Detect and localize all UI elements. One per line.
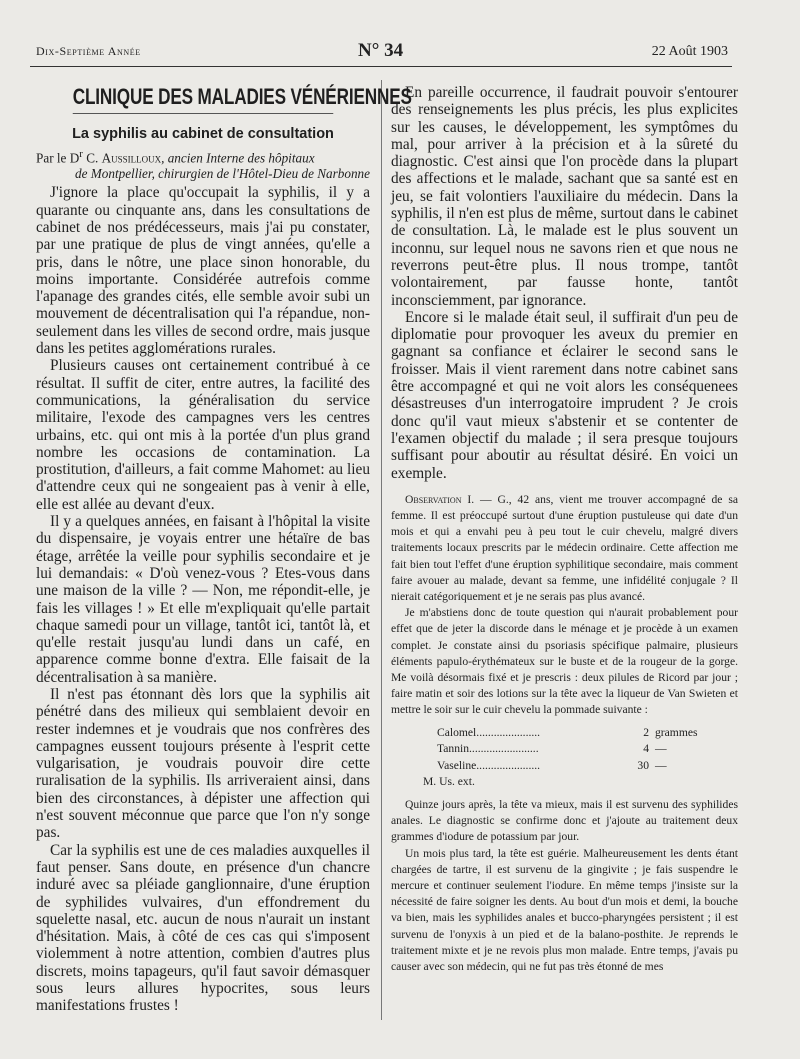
article-title: La syphilis au cabinet de consultation: [72, 126, 334, 142]
paragraph: En pareille occurrence, il faudrait pouvoir s'entourer des renseignements les plus précis, les plus explicites sur les causes, le développement, les symptômes du mal, pour arriver à la précision et à la sûreté du diagnostic. C'est ainsi que l'on procède dans la plupart des affections et le malade, sachant que sa santé est en jeu, se fait volontiers l'auxiliaire du médecin. Dans la syphilis, il n'en est plus de même, surtout dans le cabinet de consultation. Là, le malade est le plus souvent un inconnu, sur lequel nous ne savons rien et que nous ne reverrons peut-être plus. Il nous trompe, tantôt volontairement, par fausse honte, tantôt inconsciemment, par ignorance.: [391, 84, 738, 309]
prescription: [423, 725, 738, 791]
section-title: CLINIQUE DES MALADIES VÉNÉRIENNES: [73, 84, 334, 114]
ingredient: Vaseline......................: [437, 758, 541, 772]
prescription-footer: M. Us. ext.: [423, 775, 475, 789]
right-column: [391, 84, 738, 975]
paragraph: Il y a quelques années, en faisant à l'hôpital la visite du dispensaire, je voyais entrer une hétaïre de bas étage, arrêtée la veille pour syphilis secondaire et je lui demandais: « D'où venez-vous ? Etes-vous dans une maison de la ville ? — Non, me répondit-elle, je fais les villages ! » Et elle m'expliquait qu'elle partait chaque samedi pour un village, tantôt ici, tantôt là, et qu'elle restait jusqu'au lundi dans un café, en apparence comme bonne d'extra. Elle faisait de la décentralisation à sa manière.: [36, 513, 370, 686]
byline-sup: r: [79, 148, 83, 160]
header-issue-number: N° 34: [358, 40, 404, 61]
ingredient: Tannin........................: [437, 742, 539, 756]
paragraph: J'ignore la place qu'occupait la syphilis, il y a quarante ou cinquante ans, dans les consultations de cabinet de nos prédécesseurs, mais j'ai pu constater, par une pratique de plus de vingt années, qu'elle a pris, dans le nôtre, une place sinon honorable, du moins importante. Considérée autrefois comme l'apanage des grandes cités, elle semble avoir subi un mouvement de décentralisation qui l'a répandue, non-seulement dans les villes de second ordre, mais jusque dans les petites agglomérations rurales.: [36, 184, 370, 358]
observation-paragraph: Quinze jours après, la tête va mieux, mais il est survenu des syphilides anales. Le diagnostic se confirme donc et j'ajoute au traitement deux grammes d'iodure de potassium par jour.: [391, 798, 738, 844]
header-rule: [30, 66, 732, 67]
left-column: [36, 84, 412, 1015]
observation-text: — G., 42 ans, vient me trouver accompagné de sa femme. Il est préoccupé surtout d'une éruption pustuleuse qui date d'un mois et qui a envahi peu à peu tout le cuir chevelu, malgré divers traitements locaux prescrits par le médecin ordinaire. Cette affection me fait bien tout l'effet d'une éruption syphilitique secondaire, mais comment faire avouer au malade, devant sa femme, une infidélité conjugale ? Il nierait catégoriquement et je ne serais pas plus avancé.: [391, 492, 738, 604]
byline-initial: C.: [82, 150, 102, 166]
byline: [36, 146, 370, 166]
paragraph: Il n'est pas étonnant dès lors que la syphilis ait pénétré dans des milieux qui semblaient devoir en rester indemnes et je voudrais que nos confrères des campagnes eussent toujours présente à l'esprit cette vulgarisation, je voudrais pouvoir dire cette ruralisation de la syphilis. Ils arriveraient ainsi, dans bien des circonstances, à dépister une affection qui n'est souvent méconnue que parce que l'on n'y songe pas.: [36, 686, 370, 842]
paragraph: Encore si le malade était seul, il suffirait d'un peu de diplomatie pour provoquer les aveux du premier en gagnant sa confiance et éclairer le second sans le froisser. Mais il vient rarement dans notre cabinet sans être accompagné et qui ne voit alors les conséquenees désastreuses d'un interrogatoire imprudent ? Je crois donc qu'il vaut mieux s'abstenir et se contenter de l'examen objectif du malade ; il sera presque toujours suffisant pour aboutir au résultat désiré. En voici un exemple.: [391, 308, 738, 482]
header-date: 22 Août 1903: [651, 44, 728, 59]
observation-paragraph: [391, 492, 738, 605]
observation-paragraph: Un mois plus tard, la tête est guérie. Malheureusement les dents étant chargées de tartre, il est survenu de la gingivite ; je fais suspendre le mercure et continuer seulement l'iodure. En même temps j'insiste sur la nécessité de faire soigner les dents. Au bout d'un mois et demi, la bouche va bien, mais les syphilides anales et bucco-pharyngées persistent ; il est survenu de l'onyxis à un pied et de la balano-posthite. Je reprends le traitement mixte et je ne revois plus mon malade. Entre temps, j'avais pu causer avec son médecin, qui ne fut pas très étonné de mes: [391, 846, 738, 974]
prescription-row: [437, 758, 738, 775]
ingredient: Calomel......................: [437, 725, 541, 739]
byline-prefix: Par le D: [36, 150, 80, 166]
quantity: 30: [637, 758, 649, 772]
header-year: Dix-Septième Année: [36, 44, 141, 58]
paragraph: Car la syphilis est une de ces maladies auxquelles il faut penser. Sans doute, en présence d'un chancre induré avec sa pléiade ganglionnaire, d'une éruption de syphilides vulvaires, d'un effondrement du squelette nasal, etc. aucun de nous n'aurait un instant d'hésitation. Mais, à côté de ces cas qui s'imposent violemment à notre attention, combien d'autres plus discrets, moins tapageurs, qu'il faut savoir démasquer sous leurs allures hypocrites, sous leurs manifestations frustes !: [36, 841, 370, 1015]
paragraph: Plusieurs causes ont certainement contribué à ce résultat. Il suffit de citer, entre autres, la facilité des communications, la généralisation du service militaire, l'exode des campagnes vers les centres urbains, etc. qui ont mis à la portée d'un plus grand nombre les occasions de contamination. La prostitution, d'ailleurs, a fait comme Mahomet: au lieu d'attendre ceux qui ne songeaient pas à venir à elle, elle est allée au devant d'eux.: [36, 357, 370, 513]
quantity: 4: [643, 742, 649, 756]
observation-label: Observation I.: [405, 492, 475, 506]
prescription-row: [437, 741, 738, 758]
unit: grammes: [655, 725, 698, 739]
author-role: , ancien Interne des hôpitaux: [161, 150, 315, 166]
column-divider: [381, 80, 382, 1020]
observation-paragraph: Je m'abstiens donc de toute question qui n'aurait probablement pour effet que de jeter la discorde dans le ménage et je procède à un examen complet. Je constate ainsi du psoriasis spécifique palmaire, plusieurs éléments papulo-érythémateux sur le buste et de la rougeur de la gorge. Me voilà désormais fixé et je prescris : deux pilules de Ricord par jour ; faire matin et soir des lotions sur la tête avec la liqueur de Van Swieten et mettre le soir sur le cuir chevelu la pommade suivante :: [391, 606, 738, 717]
unit: —: [655, 742, 667, 756]
prescription-row: [437, 725, 738, 742]
byline-line2: de Montpellier, chirurgien de l'Hôtel-Dieu de Narbonne: [75, 166, 370, 182]
spacer: [391, 482, 738, 492]
author-name: Aussilloux: [101, 150, 162, 166]
unit: —: [655, 758, 667, 772]
quantity: 2: [643, 725, 649, 739]
